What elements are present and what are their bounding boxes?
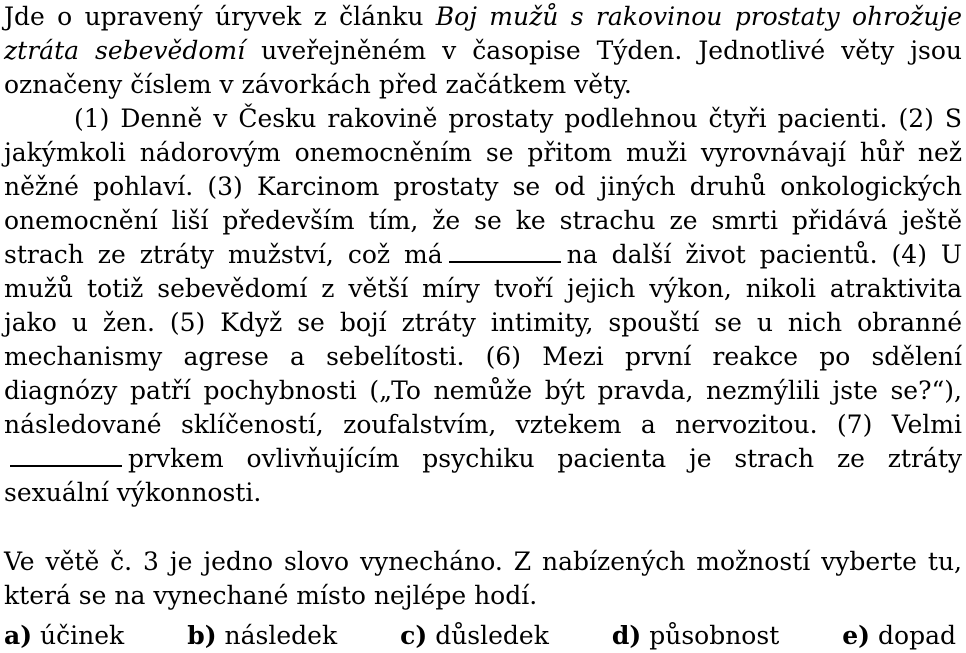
option-letter: c) [400, 621, 428, 650]
blank-2 [10, 443, 122, 467]
option-text: dopad [878, 621, 956, 650]
answer-options [4, 619, 962, 653]
intro-suffix: uveřejněném v časopise Týden. Jednotlivé věty jsou označeny číslem v závorkách před začátkem věty. [4, 36, 962, 99]
article-text-part-1: (1) Denně v Česku rakovině prostaty podlehnou čtyři pacienti. (2) S jakýmkoli nádorovým onemocněním se přitom muži vyrovnávají hůř než něžné pohlaví. (3) Karcinom prostaty se od jiných druhů onkologických onemocnění liší především tím, že se ke strachu ze smrti přidává ještě strach ze ztráty mužství, což má [4, 104, 962, 269]
article-paragraph [4, 102, 962, 510]
option-text: důsledek [435, 621, 549, 650]
option-c[interactable] [400, 619, 549, 653]
intro-prefix: Jde o upravený úryvek z článku [4, 2, 436, 31]
option-letter: a) [4, 621, 33, 650]
option-text: účinek [40, 621, 125, 650]
option-e[interactable] [842, 619, 956, 653]
article-text-part-3: prvkem ovlivňujícím psychiku pacienta je strach ze ztráty sexuální výkonnosti. [4, 444, 962, 507]
option-d[interactable] [612, 619, 779, 653]
blank-1 [449, 239, 561, 263]
option-letter: d) [611, 621, 642, 650]
option-text: působnost [649, 621, 780, 650]
option-letter: b) [187, 621, 217, 650]
article-title: Boj mužů s rakovinou prostaty ohrožuje ztráta sebevědomí [4, 2, 962, 65]
option-text: následek [224, 621, 338, 650]
question-text: Ve větě č. 3 je jedno slovo vynecháno. Z nabízených možností vyberte tu, která se na vynechané místo nejlépe hodí. [4, 547, 962, 610]
option-a[interactable] [4, 619, 124, 653]
intro-paragraph [4, 0, 962, 102]
option-letter: e) [842, 621, 871, 650]
option-b[interactable] [187, 619, 337, 653]
article-text-part-2: na další život pacientů. (4) U mužů totiž sebevědomí z větší míry tvoří jejich výkon, nikoli atraktivita jako u žen. (5) Když se bojí ztráty intimity, spouští se u nich obranné mechanismy agrese a sebelítosti. (6) Mezi první reakce po sdělení diagnózy patří pochybnosti („To nemůže být pravda, nezmýlili jste se?“), následované sklíčeností, zoufalstvím, vztekem a nervozitou. (7) Velmi [4, 240, 963, 439]
